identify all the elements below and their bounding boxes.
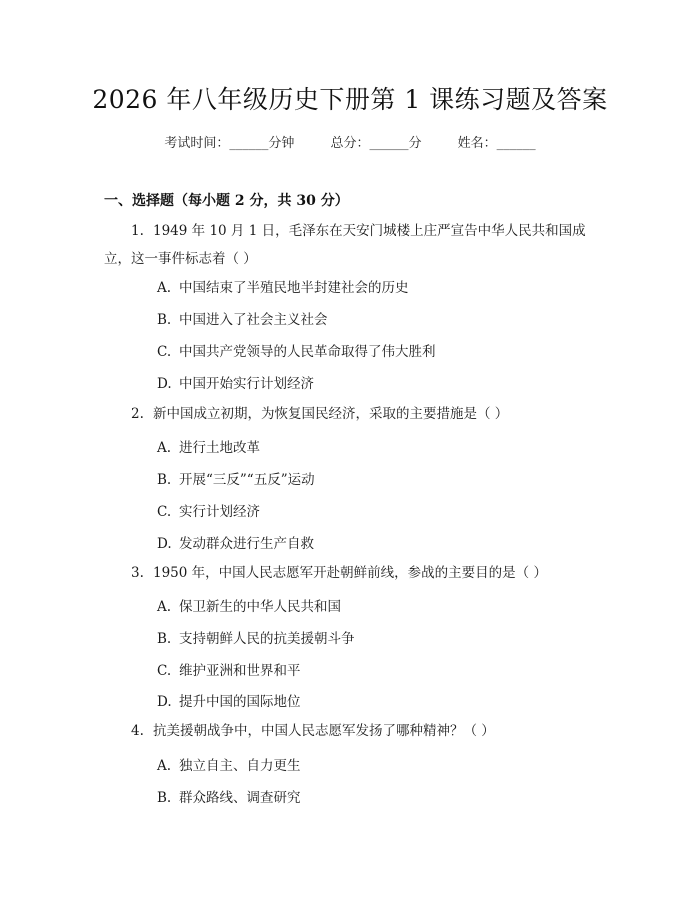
option-text: 维护亚洲和世界和平 bbox=[179, 663, 301, 679]
option-text: 中国结束了半殖民地半封建社会的历史 bbox=[179, 280, 409, 296]
option-text: 中国共产党领导的人民革命取得了伟大胜利 bbox=[179, 344, 436, 360]
section-heading: 一、选择题（每小题 2 分，共 30 分） bbox=[104, 193, 349, 209]
option-letter: B. bbox=[157, 790, 172, 806]
question-number: 4. bbox=[131, 723, 144, 739]
option-letter: B. bbox=[157, 312, 172, 328]
question-4-stem bbox=[104, 717, 604, 745]
question-2-stem bbox=[104, 400, 604, 428]
option-text: 中国开始实行计划经济 bbox=[179, 376, 314, 392]
option-text: 进行土地改革 bbox=[179, 440, 260, 456]
option-letter: A. bbox=[157, 599, 172, 615]
question-text: 新中国成立初期，为恢复国民经济，采取的主要措施是（ ） bbox=[153, 406, 509, 422]
option-letter: C. bbox=[157, 663, 172, 679]
question-2-option-c bbox=[157, 500, 260, 520]
question-text: 1950 年，中国人民志愿军开赴朝鲜前线，参战的主要目的是（ ） bbox=[153, 565, 547, 581]
option-letter: C. bbox=[157, 344, 172, 360]
option-text: 群众路线、调查研究 bbox=[179, 790, 301, 806]
question-number: 3. bbox=[131, 565, 144, 581]
question-1-option-a bbox=[157, 276, 409, 296]
option-letter: A. bbox=[157, 280, 172, 296]
question-3-option-b bbox=[157, 627, 355, 647]
option-text: 独立自主、自力更生 bbox=[179, 758, 301, 774]
exam-meta bbox=[0, 132, 700, 151]
option-letter: D. bbox=[157, 376, 172, 392]
option-text: 保卫新生的中华人民共和国 bbox=[179, 599, 341, 615]
option-letter: D. bbox=[157, 694, 172, 710]
question-1-stem bbox=[104, 217, 604, 273]
option-letter: A. bbox=[157, 440, 172, 456]
option-text: 提升中国的国际地位 bbox=[179, 694, 301, 710]
student-name-field: 姓名：______ bbox=[457, 136, 536, 151]
question-2-option-a bbox=[157, 436, 260, 456]
option-text: 支持朝鲜人民的抗美援朝斗争 bbox=[179, 631, 355, 647]
question-3-option-c bbox=[157, 659, 301, 679]
option-letter: B. bbox=[157, 631, 172, 647]
question-number: 2. bbox=[131, 406, 144, 422]
question-text: 1949 年 10 月 1 日，毛泽东在天安门城楼上庄严宣告中华人民共和国成立，这一事件标志着（ ） bbox=[104, 223, 586, 267]
question-1-option-d bbox=[157, 372, 314, 392]
question-3-option-a bbox=[157, 595, 341, 615]
question-3-stem bbox=[104, 559, 604, 587]
option-text: 开展“三反”“五反”运动 bbox=[179, 472, 315, 488]
option-text: 中国进入了社会主义社会 bbox=[179, 312, 328, 328]
question-2-option-b bbox=[157, 468, 315, 488]
question-4-option-b bbox=[157, 786, 301, 806]
page-title: 2026 年八年级历史下册第 1 课练习题及答案 bbox=[92, 85, 608, 114]
option-text: 发动群众进行生产自救 bbox=[179, 536, 314, 552]
option-letter: A. bbox=[157, 758, 172, 774]
option-letter: B. bbox=[157, 472, 172, 488]
question-1-option-c bbox=[157, 340, 436, 360]
question-4-option-a bbox=[157, 754, 301, 774]
option-letter: D. bbox=[157, 536, 172, 552]
exam-time-field: 考试时间：______分钟 bbox=[164, 136, 295, 151]
question-text: 抗美援朝战争中，中国人民志愿军发扬了哪种精神？（ ） bbox=[153, 723, 495, 739]
total-score-field: 总分：______分 bbox=[330, 136, 422, 151]
question-2-option-d bbox=[157, 532, 314, 552]
option-letter: C. bbox=[157, 504, 172, 520]
option-text: 实行计划经济 bbox=[179, 504, 260, 520]
question-1-option-b bbox=[157, 308, 328, 328]
question-3-option-d bbox=[157, 690, 301, 710]
question-number: 1. bbox=[131, 223, 144, 239]
